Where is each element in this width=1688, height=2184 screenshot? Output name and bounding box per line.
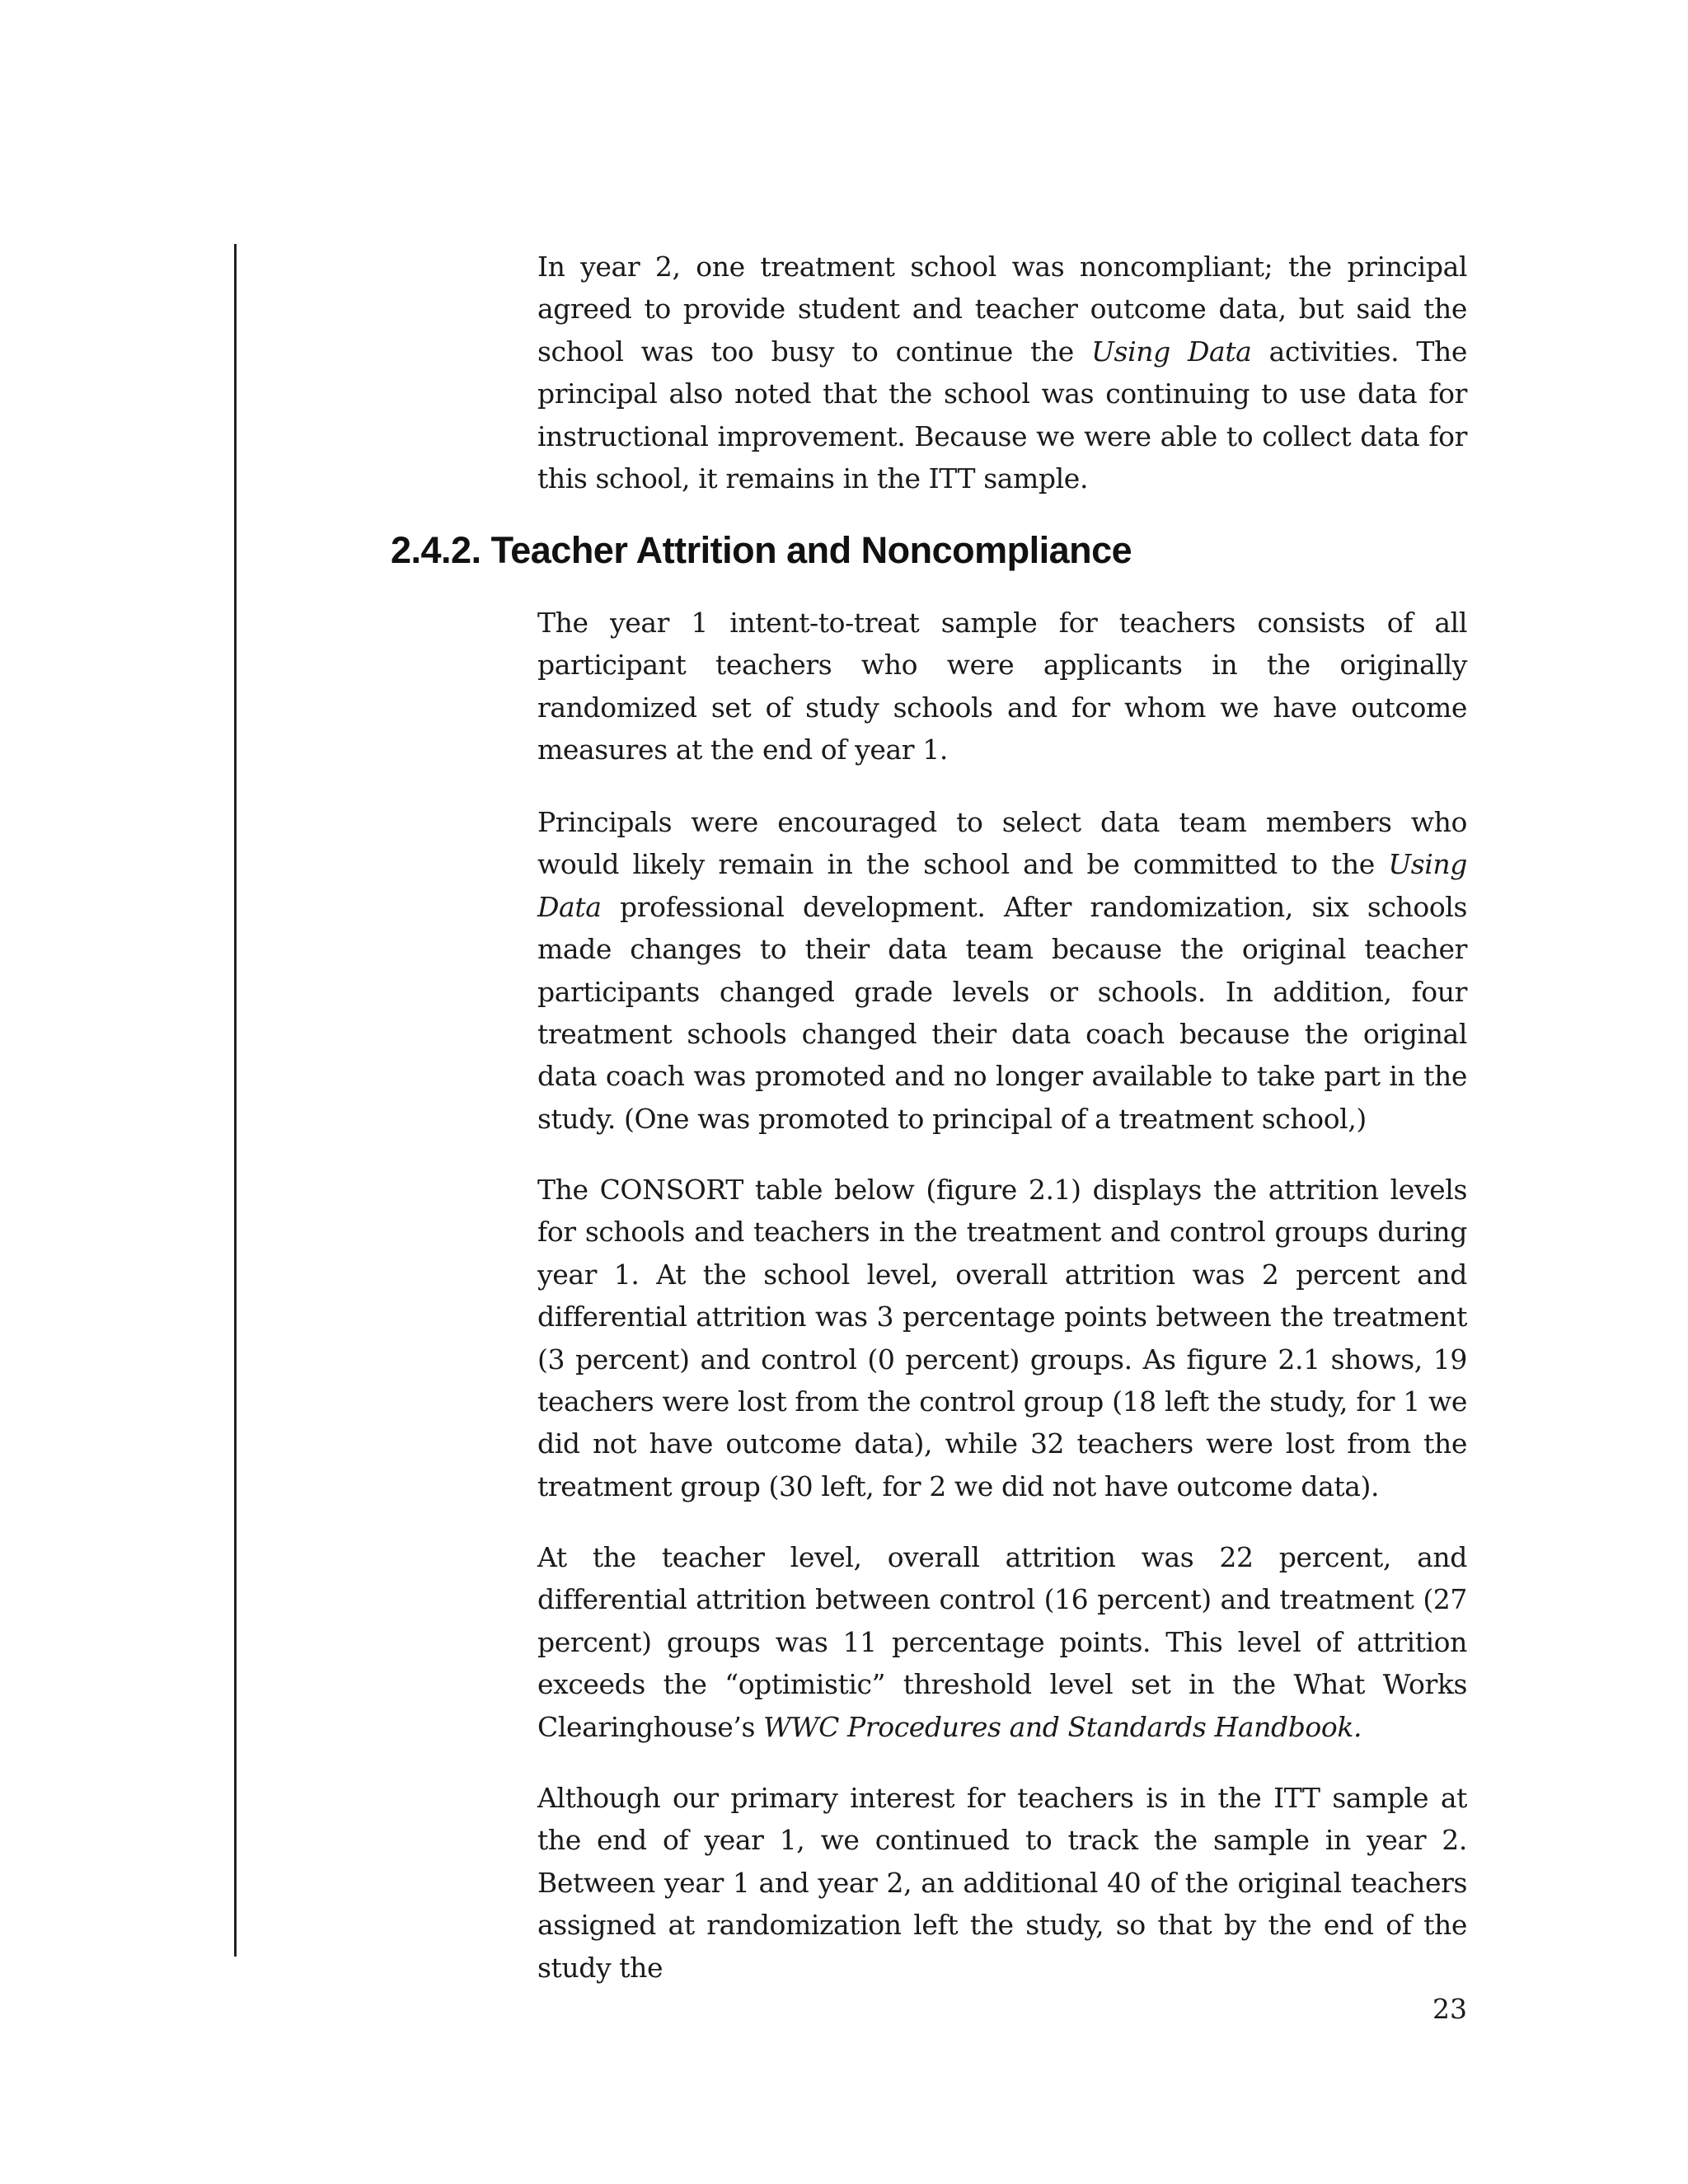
paragraph-teacher-attrition bbox=[537, 1536, 1467, 1748]
paragraph-data-team-changes bbox=[537, 801, 1467, 1140]
text-run: In year 2, one treatment school was noncompliant; the principal agreed to provide student and teacher outcome data, but said the school was too busy to continue the bbox=[537, 251, 1467, 368]
text-run: professional development. After randomization, six schools made changes to their data team because the original teacher participants changed grade levels or schools. In addition, four treatment schools changed their data coach because the original data coach was promoted and no longer available to take part in the study. (One was promoted to principal of a treatment school,) bbox=[537, 890, 1467, 1135]
margin-rule bbox=[234, 244, 237, 1957]
section-heading: 2.4.2. Teacher Attrition and Noncompliance bbox=[391, 529, 1132, 571]
page-number: 23 bbox=[1432, 1993, 1467, 2025]
paragraph-year-2-tracking: Although our primary interest for teachers is in the ITT sample at the end of year 1, we continued to track the sample in year 2. Between year 1 and year 2, an additional 40 of the original teachers assigned at randomization left the study, so that by the end of the study the bbox=[537, 1782, 1467, 1984]
paragraph-itt-sample: The year 1 intent-to-treat sample for teachers consists of all participant teachers who were applicants in the originally randomized set of study schools and for whom we have outcome measures at the end of year 1. bbox=[537, 607, 1467, 766]
italic-title: Using Data bbox=[537, 848, 1467, 923]
italic-title: WWC Procedures and Standards Handbook. bbox=[763, 1710, 1362, 1743]
text-run: activities. The principal also noted that the school was continuing to use data for instructional improvement. Because we were able to collect data for this school, it remains in the ITT sample. bbox=[537, 335, 1467, 495]
text-run: At the teacher level, overall attrition was 22 percent, and differential attrition between control (16 percent) and treatment (27 percent) groups was 11 percentage points. This level of attrition exceeds the “optimistic” threshold level set in the What Works Clearinghouse’s bbox=[537, 1541, 1467, 1743]
text-run: Principals were encouraged to select data team members who would likely remain in the school and be committed to the bbox=[537, 806, 1467, 881]
paragraph-noncompliant-school bbox=[537, 246, 1467, 499]
paragraph-consort-table: The CONSORT table below (figure 2.1) displays the attrition levels for schools and teachers in the treatment and control groups during year 1. At the school level, overall attrition was 2 percent and differential attrition was 3 percentage points between the treatment (3 percent) and control (0 percent) groups. As figure 2.1 shows, 19 teachers were lost from the control group (18 left the study, for 1 we did not have outcome data), while 32 teachers were lost from the treatment group (30 left, for 2 we did not have outcome data). bbox=[537, 1174, 1467, 1502]
italic-title: Using Data bbox=[1091, 335, 1252, 368]
